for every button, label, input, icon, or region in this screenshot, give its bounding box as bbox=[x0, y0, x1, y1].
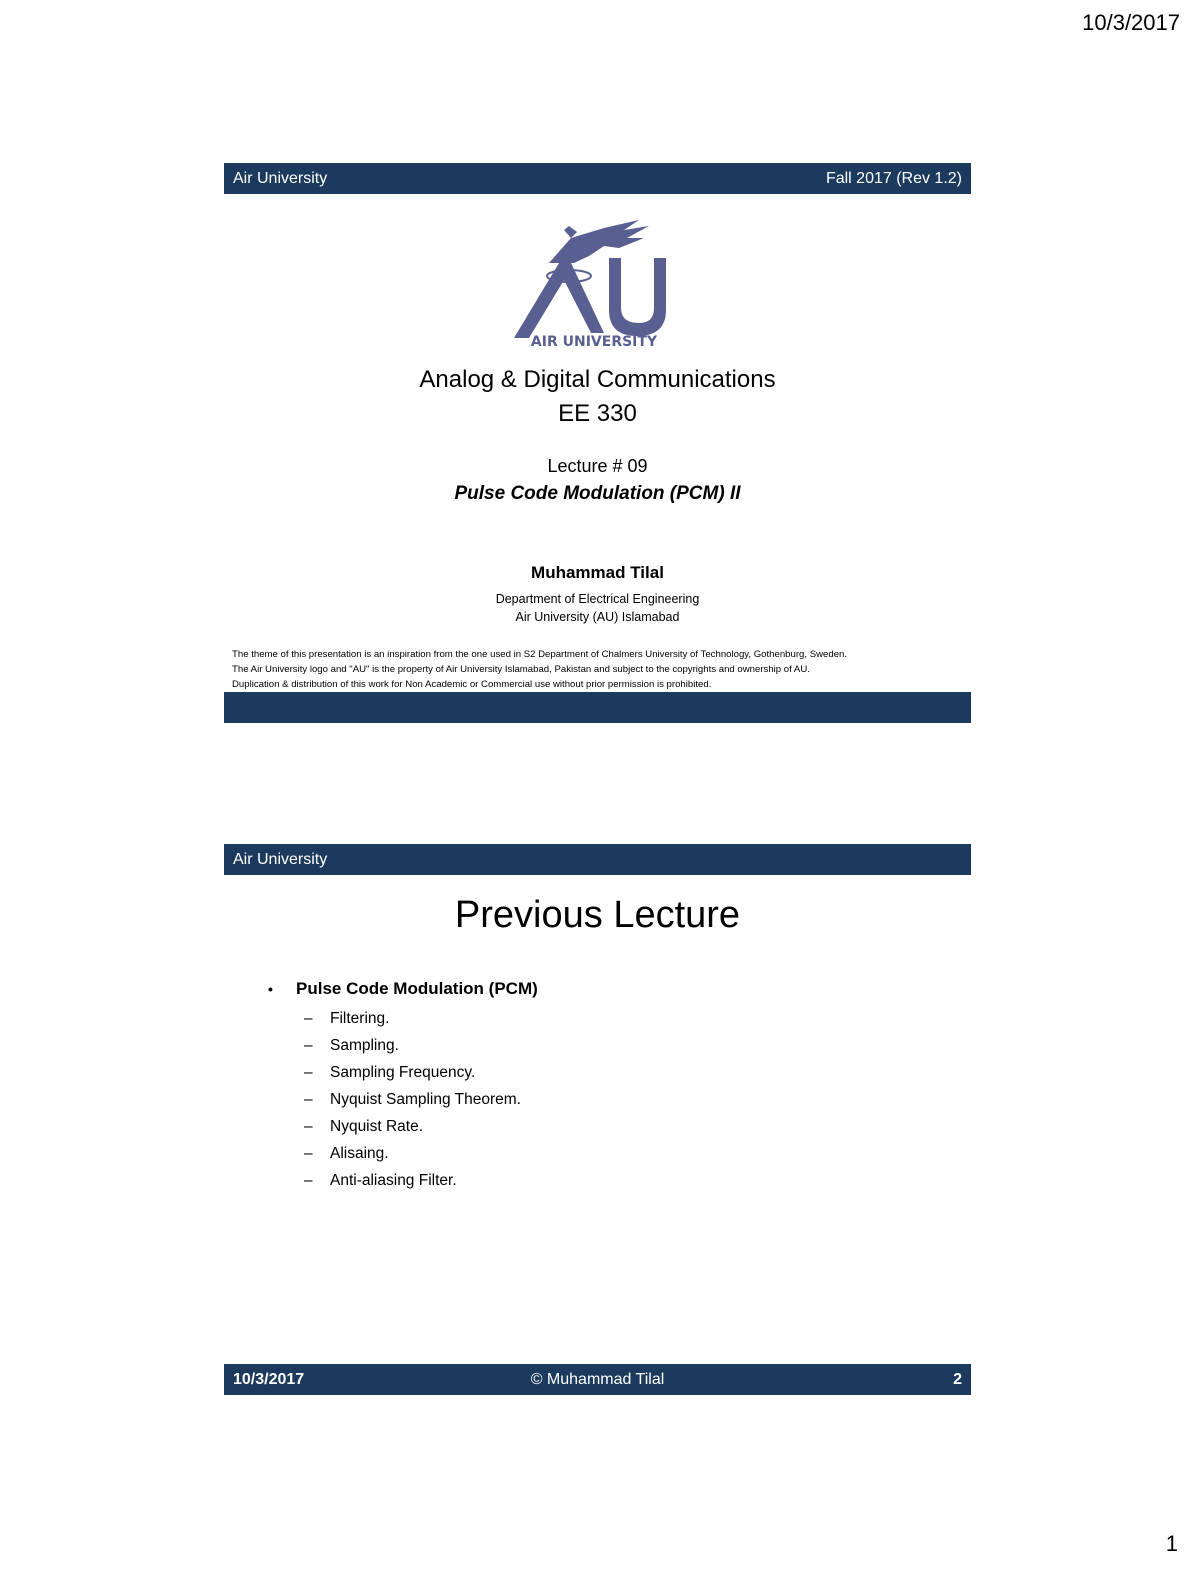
footer-slide-number: 2 bbox=[953, 1370, 962, 1388]
sub-bullet-item bbox=[304, 1059, 538, 1086]
institution: Air University (AU) Islamabad bbox=[515, 610, 680, 624]
sub-bullet-item bbox=[304, 1032, 538, 1059]
slide-footer-bar bbox=[224, 1364, 971, 1395]
dash-icon: – bbox=[304, 1010, 313, 1027]
dash-icon: – bbox=[304, 1091, 313, 1108]
sub-bullet-item bbox=[304, 1140, 538, 1167]
air-university-logo bbox=[509, 218, 674, 348]
page-number: 1 bbox=[1165, 1531, 1178, 1556]
header-institution: Air University bbox=[233, 850, 328, 868]
course-code: EE 330 bbox=[558, 400, 637, 427]
sub-bullet-text: Anti-aliasing Filter. bbox=[330, 1172, 457, 1189]
slide-header-bar bbox=[224, 844, 971, 875]
dash-icon: – bbox=[304, 1037, 313, 1054]
slide-footer-bar bbox=[224, 692, 971, 723]
notice-line: Duplication & distribution of this work for Non Academic or Commercial use without prior permission is prohibited. bbox=[232, 679, 712, 690]
page-date: 10/3/2017 bbox=[1082, 10, 1180, 35]
notice-line: The Air University logo and "AU" is the property of Air University Islamabad, Pakistan and subject to the copyrights and ownership of AU. bbox=[232, 664, 810, 675]
sub-bullet-text: Nyquist Rate. bbox=[330, 1118, 424, 1135]
copyright-notice bbox=[232, 647, 965, 692]
bullet-list bbox=[268, 979, 538, 1194]
bullet-text: Pulse Code Modulation (PCM) bbox=[296, 979, 538, 998]
sub-bullet-text: Alisaing. bbox=[330, 1145, 389, 1162]
svg-text:AIR UNIVERSITY: AIR UNIVERSITY bbox=[530, 334, 658, 348]
bullet-icon: • bbox=[268, 981, 273, 997]
sub-bullet-item bbox=[304, 1113, 538, 1140]
sub-bullet-item bbox=[304, 1005, 538, 1032]
lecture-topic: Pulse Code Modulation (PCM) II bbox=[454, 483, 741, 504]
sub-bullet-text: Nyquist Sampling Theorem. bbox=[330, 1091, 521, 1108]
sub-bullet-item bbox=[304, 1086, 538, 1113]
author-name: Muhammad Tilal bbox=[531, 563, 664, 582]
slide-header-bar bbox=[224, 163, 971, 194]
author-affiliation bbox=[224, 590, 971, 626]
dash-icon: – bbox=[304, 1064, 313, 1081]
header-institution: Air University bbox=[233, 169, 328, 187]
dash-icon: – bbox=[304, 1118, 313, 1135]
slide-title: Previous Lecture bbox=[454, 894, 741, 936]
sub-bullet-list bbox=[268, 1005, 538, 1194]
sub-bullet-item bbox=[304, 1167, 538, 1194]
sub-bullet-text: Sampling Frequency. bbox=[330, 1064, 476, 1081]
dash-icon: – bbox=[304, 1172, 313, 1189]
department: Department of Electrical Engineering bbox=[495, 592, 700, 606]
dash-icon: – bbox=[304, 1145, 313, 1162]
footer-author: © Muhammad Tilal bbox=[530, 1370, 665, 1388]
header-term: Fall 2017 (Rev 1.2) bbox=[825, 169, 962, 187]
sub-bullet-text: Filtering. bbox=[330, 1010, 390, 1027]
lecture-number: Lecture # 09 bbox=[547, 456, 648, 476]
title-slide bbox=[224, 163, 971, 723]
previous-lecture-slide bbox=[224, 844, 971, 1395]
footer-date: 10/3/2017 bbox=[233, 1370, 305, 1388]
bullet-item bbox=[268, 979, 538, 999]
notice-line: The theme of this presentation is an inspiration from the one used in S2 Department of Chalmers University of Technology, Gothenburg, Sweden. bbox=[232, 649, 848, 660]
course-title bbox=[224, 363, 971, 431]
course-name: Analog & Digital Communications bbox=[419, 366, 776, 393]
sub-bullet-text: Sampling. bbox=[330, 1037, 399, 1054]
